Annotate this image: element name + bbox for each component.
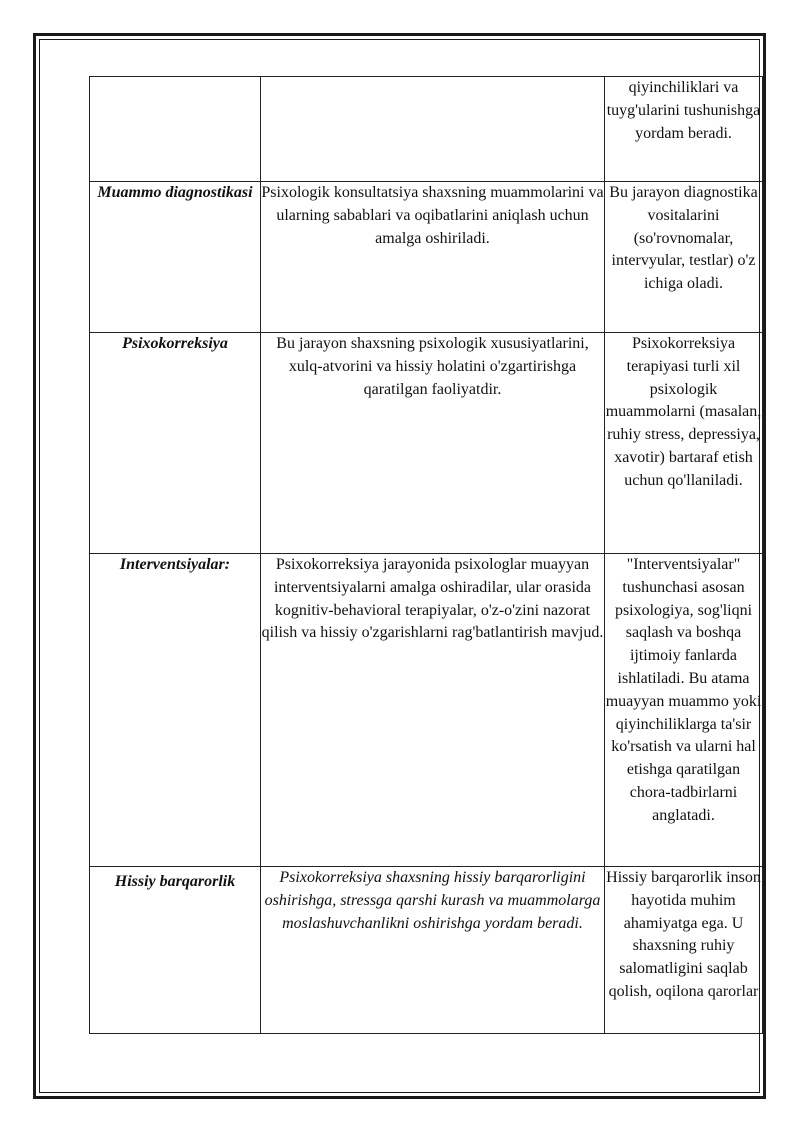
- description-cell: Psixologik konsultatsiya shaxsning muammolarini va ularning sabablari va oqibatlarini aniqlash uchun amalga oshiriladi.: [261, 182, 605, 333]
- term-cell: [90, 77, 261, 182]
- description-cell: Psixokorreksiya shaxsning hissiy barqarorligini oshirishga, stressga qarshi kurash va muammolarga moslashuvchanlikni oshirishga yordam beradi.: [261, 867, 605, 1034]
- term-cell: Muammo diagnostikasi: [90, 182, 261, 333]
- table-row: [90, 77, 763, 182]
- description-cell: Psixokorreksiya jarayonida psixologlar muayyan interventsiyalarni amalga oshiradilar, ular orasida kognitiv-behavioral terapiyalar, o'z-o'zini nazorat qilish va hissiy o'zgarishlarni rag'batlantirish mavjud.: [261, 554, 605, 867]
- note-cell: qiyinchiliklari va tuyg'ularini tushunishga yordam beradi.: [605, 77, 763, 182]
- content-table: [89, 76, 763, 1034]
- table-row: [90, 867, 763, 1034]
- term-cell: Interventsiyalar:: [90, 554, 261, 867]
- table-row: [90, 554, 763, 867]
- table-row: [90, 182, 763, 333]
- description-cell: [261, 77, 605, 182]
- note-cell: Psixokorreksiya terapiyasi turli xil psixologik muammolarni (masalan, ruhiy stress, depressiya, xavotir) bartaraf etish uchun qo'llaniladi.: [605, 333, 763, 554]
- term-cell: Hissiy barqarorlik: [90, 867, 261, 1034]
- note-cell: Hissiy barqarorlik inson hayotida muhim ahamiyatga ega. U shaxsning ruhiy salomatligini saqlab qolish, oqilona qarorlar: [605, 867, 763, 1034]
- description-cell: Bu jarayon shaxsning psixologik xususiyatlarini, xulq-atvorini va hissiy holatini o'zgartirishga qaratilgan faoliyatdir.: [261, 333, 605, 554]
- term-cell: Psixokorreksiya: [90, 333, 261, 554]
- note-cell: Bu jarayon diagnostika vositalarini (so'rovnomalar, intervyular, testlar) o'z ichiga oladi.: [605, 182, 763, 333]
- table-row: [90, 333, 763, 554]
- note-cell: "Interventsiyalar" tushunchasi asosan psixologiya, sog'liqni saqlash va boshqa ijtimoiy fanlarda ishlatiladi. Bu atama muayyan muammo yoki qiyinchiliklarga ta'sir ko'rsatish va ularni hal etishga qaratilgan chora-tadbirlarni anglatadi.: [605, 554, 763, 867]
